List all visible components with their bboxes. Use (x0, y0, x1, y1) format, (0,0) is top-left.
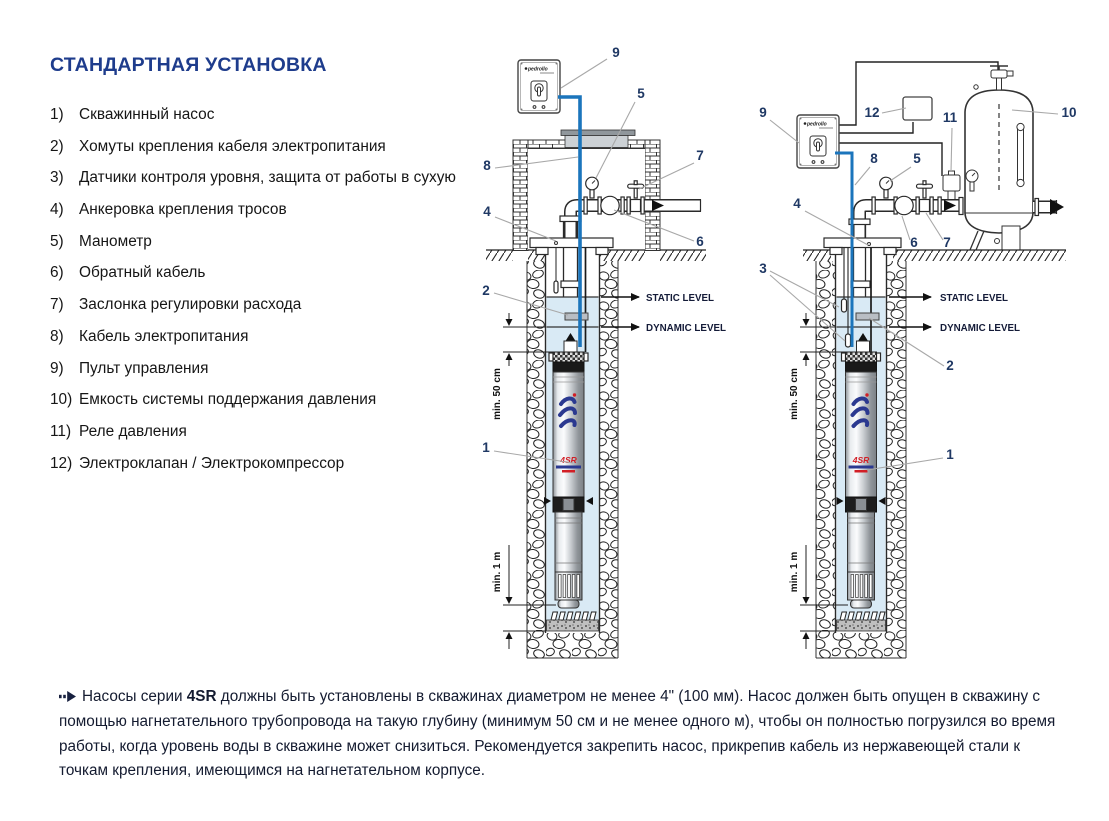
parts-list-item: 7) Заслонка регулировки расхода (50, 296, 302, 314)
parts-list-item: 8) Кабель электропитания (50, 327, 249, 345)
parts-list-item: 5) Манометр (50, 232, 152, 250)
level-sight-glass (1017, 123, 1024, 186)
pit-cover-edge (561, 130, 635, 136)
parts-list-item: 6) Обратный кабель (50, 264, 206, 282)
well-bottom-gravel (837, 620, 886, 631)
callout-12: 12 (864, 105, 880, 120)
svg-text:min. 50 cm: min. 50 cm (789, 368, 800, 420)
dynamic-level-label: DYNAMIC LEVEL (940, 322, 1021, 334)
svg-text:min. 1 m: min. 1 m (492, 551, 503, 593)
cable-clamp (856, 313, 879, 320)
pump-model-badge: 4SR (560, 455, 577, 465)
pit-cover-slab (565, 136, 628, 148)
cable-clamp (565, 313, 588, 320)
panel-brand: pedrollo (528, 66, 548, 73)
callout-4: 4 (793, 196, 801, 211)
callout-7: 7 (943, 235, 951, 250)
wellhead-anchor (824, 238, 901, 255)
parts-list-item: 3) Датчики контроля уровня, защита от работы в сухую (50, 169, 456, 187)
flow-control-valve (627, 181, 644, 214)
dynamic-level-label: DYNAMIC LEVEL (646, 322, 727, 334)
check-valve (895, 196, 913, 214)
check-valve (601, 196, 619, 214)
parts-list-item: 9) Пульт управления (50, 359, 209, 377)
callout-5: 5 (637, 86, 645, 101)
svg-text:min. 1 m: min. 1 m (789, 551, 800, 593)
parts-list-item: 11) Реле давления (50, 422, 187, 440)
control-panel (518, 60, 560, 113)
flow-control-valve (916, 181, 933, 214)
static-level-label: STATIC LEVEL (646, 292, 715, 304)
parts-list-item: 10) Емкость системы поддержания давления (50, 391, 377, 409)
page-title: СТАНДАРТНАЯ УСТАНОВКА (50, 54, 327, 76)
callout-9: 9 (612, 45, 620, 60)
svg-text:min. 50 cm: min. 50 cm (492, 368, 503, 420)
callout-2: 2 (946, 358, 954, 373)
note-text: должны быть установлены в скважинах диаметром не менее 4" (100 мм). Насос должен быть опущен в скважину с помощью нагнетательного трубопровода на такую глубину (минимум 50 см и не менее одного м), чтобы он полностью погрузился во время работы, когда уровень воды в скважине может снизиться. Рекомендуется закрепить насос, прикрепив кабель из нержавеющей стали к точкам крепления, имеющимся на нагнетательном корпусе. (59, 688, 1056, 780)
note-series-name: 4SR (186, 688, 217, 705)
panel-brand: pedrollo (807, 121, 827, 128)
callout-9: 9 (759, 105, 767, 120)
callout-11: 11 (942, 110, 958, 125)
note-arrow-icon (59, 686, 76, 710)
pressure-tank (965, 66, 1064, 250)
callout-1: 1 (482, 440, 490, 455)
parts-list (50, 106, 490, 486)
parts-list-item: 2) Хомуты крепления кабеля электропитания (50, 137, 386, 155)
callout-6: 6 (696, 234, 704, 249)
callout-4: 4 (483, 204, 491, 219)
callout-10: 10 (1061, 105, 1077, 120)
right-installation-diagram (752, 24, 1092, 676)
callout-5: 5 (913, 151, 921, 166)
well-bottom-gravel (547, 620, 599, 631)
electrovalve-box (903, 97, 932, 120)
callout-6: 6 (910, 235, 918, 250)
tank-outlet (1033, 199, 1064, 216)
pump-model-badge: 4SR (852, 455, 870, 465)
callout-1: 1 (946, 447, 954, 462)
pressure-switch (943, 171, 960, 202)
callout-7: 7 (696, 148, 704, 163)
note-text: Насосы серии (82, 688, 187, 705)
parts-list-item: 4) Анкеровка крепления тросов (50, 201, 287, 219)
callout-8: 8 (483, 158, 491, 173)
parts-list-item: 12) Электроклапан / Электрокомпрессор (50, 454, 345, 472)
callout-8: 8 (870, 151, 878, 166)
tank-top-valve (990, 66, 1013, 90)
callout-3: 3 (759, 261, 767, 276)
control-panel (797, 115, 839, 168)
parts-list-item: 1) Скважинный насос (50, 106, 215, 123)
static-level-label: STATIC LEVEL (940, 292, 1009, 304)
left-installation-diagram (476, 24, 748, 676)
callout-2: 2 (482, 283, 490, 298)
installation-note (59, 685, 1063, 784)
